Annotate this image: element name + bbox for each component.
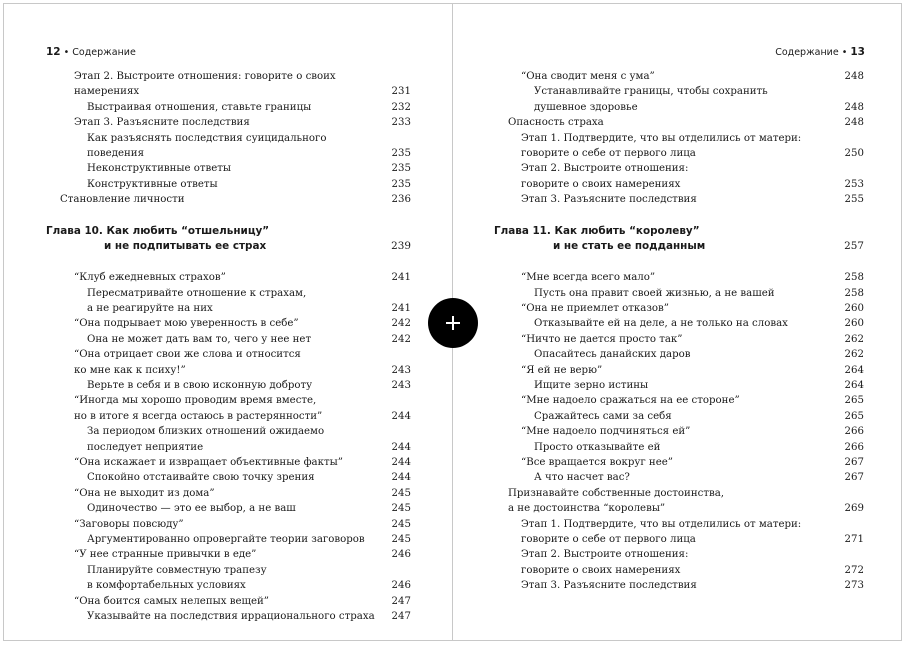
toc-entry-title: Глава 11. Как любить “королеву”	[494, 224, 700, 237]
toc-entry-title: Глава 10. Как любить “отшельницу”	[46, 224, 270, 237]
toc-page-number: 262	[844, 349, 864, 361]
toc-entry	[0, 424, 452, 439]
toc-entry-title: Этап 3. Разъясните последствия	[521, 194, 697, 206]
toc-entry	[0, 316, 452, 331]
toc-entry-title: “Мне надоело подчиняться ей”	[521, 426, 691, 438]
toc-entry-title: Этап 1. Подтвердите, что вы отделились от матери:	[521, 518, 802, 530]
toc-entry	[453, 347, 903, 362]
toc-entry	[0, 609, 452, 624]
toc-page-number: 243	[391, 380, 411, 392]
toc-page-number: 265	[844, 410, 864, 422]
toc-entry-title: “Она боится самых нелепых вещей”	[74, 595, 269, 607]
right-page	[453, 0, 903, 640]
toc-entry-title: говорите о себе от первого лица	[521, 147, 696, 159]
toc-entry-title: “Я ей не верю”	[521, 364, 603, 376]
toc-page-number: 242	[391, 333, 411, 345]
toc-entry-title: “Она не выходит из дома”	[74, 487, 215, 499]
toc-page-number: 267	[844, 456, 864, 468]
right-toc	[453, 69, 903, 594]
toc-entry-title: Становление личности	[60, 194, 185, 206]
toc-entry-title: Как разъяснять последствия суицидального	[87, 132, 327, 144]
toc-entry-title: а не достоинства “королевы”	[508, 503, 666, 515]
toc-entry-title: Она не может дать вам то, чего у нее нет	[87, 333, 312, 345]
toc-entry	[0, 115, 452, 130]
toc-entry-title: “Мне всегда всего мало”	[521, 272, 656, 284]
toc-entry-title: последует неприятие	[87, 441, 204, 453]
toc-entry	[453, 424, 903, 439]
left-toc	[0, 69, 452, 624]
toc-entry	[453, 409, 903, 424]
header-separator: •	[841, 47, 848, 58]
toc-entry	[453, 501, 903, 516]
toc-page-number: 271	[844, 533, 864, 545]
toc-entry-title: Верьте в себя и в свою исконную доброту	[87, 380, 313, 392]
left-running-title: Содержание	[72, 47, 136, 58]
toc-page-number: 233	[391, 117, 411, 129]
toc-chapter-line	[0, 224, 452, 239]
toc-entry-title: говорите о своих намерениях	[521, 178, 681, 190]
toc-entry-title: намерениях	[74, 86, 140, 98]
toc-entry-title: Этап 2. Выстроите отношения:	[521, 549, 689, 561]
toc-entry	[453, 301, 903, 316]
toc-entry	[453, 69, 903, 84]
right-running-title: Содержание	[775, 47, 839, 58]
toc-entry	[453, 547, 903, 562]
toc-entry-title: Признавайте собственные достоинства,	[508, 487, 725, 499]
toc-page-number: 231	[391, 86, 411, 98]
toc-entry-title: Этап 1. Подтвердите, что вы отделились от матери:	[521, 132, 802, 144]
toc-entry-title: Пересматривайте отношение к страхам,	[87, 287, 307, 299]
toc-entry	[453, 393, 903, 408]
toc-entry-title: Спокойно отстаивайте свою точку зрения	[87, 472, 315, 484]
toc-entry	[0, 547, 452, 562]
toc-spacer	[0, 254, 452, 270]
toc-entry	[0, 440, 452, 455]
toc-entry-title: “У нее странные привычки в еде”	[74, 549, 257, 561]
toc-page-number: 241	[391, 272, 411, 284]
toc-page-number: 269	[844, 503, 864, 515]
toc-page-number: 264	[844, 364, 864, 376]
toc-page-number: 235	[391, 147, 411, 159]
toc-entry-title: и не подпитывать ее страх	[104, 239, 267, 252]
toc-page-number: 262	[844, 333, 864, 345]
toc-entry	[453, 486, 903, 501]
toc-entry	[0, 594, 452, 609]
toc-entry-title: ко мне как к психу!”	[74, 364, 186, 376]
left-page	[0, 0, 452, 640]
toc-entry-title: За периодом близких отношений ожидаемо	[87, 426, 325, 438]
toc-entry-title: Этап 2. Выстроите отношения:	[521, 163, 689, 175]
toc-entry-title: “Она подрывает мою уверенность в себе”	[74, 318, 299, 330]
toc-page-number: 248	[844, 101, 864, 113]
toc-entry	[453, 131, 903, 146]
left-page-number: 12	[46, 46, 61, 58]
toc-entry	[0, 100, 452, 115]
toc-entry	[0, 393, 452, 408]
toc-entry	[453, 84, 903, 99]
toc-page-number: 266	[844, 441, 864, 453]
toc-page-number: 247	[391, 595, 411, 607]
toc-entry-title: Опасайтесь данайских даров	[534, 349, 691, 361]
toc-entry	[0, 301, 452, 316]
right-page-header	[775, 46, 865, 58]
toc-entry	[0, 563, 452, 578]
toc-entry-title: Пусть она правит своей жизнью, а не вашей	[534, 287, 775, 299]
toc-entry	[453, 578, 903, 593]
toc-entry-title: Выстраивая отношения, ставьте границы	[87, 101, 312, 113]
toc-entry	[0, 470, 452, 485]
zoom-in-button[interactable]	[428, 298, 478, 348]
toc-page-number: 235	[391, 178, 411, 190]
toc-page-number: 264	[844, 380, 864, 392]
toc-chapter-line	[453, 224, 903, 239]
toc-spacer	[453, 254, 903, 270]
toc-entry	[453, 470, 903, 485]
toc-spacer	[453, 208, 903, 224]
toc-entry-title: а не реагируйте на них	[87, 303, 213, 315]
toc-entry-title: “Она сводит меня с ума”	[521, 71, 655, 82]
toc-entry-title: душевное здоровье	[534, 101, 638, 113]
toc-entry-title: “Заговоры повсюду”	[74, 518, 184, 530]
toc-entry-title: говорите о себе от первого лица	[521, 533, 696, 545]
toc-entry-title: “Она не приемлет отказов”	[521, 303, 669, 315]
toc-page-number: 258	[844, 287, 864, 299]
toc-entry	[453, 532, 903, 547]
toc-spacer	[0, 208, 452, 224]
toc-entry-title: Устанавливайте границы, чтобы сохранить	[534, 86, 768, 98]
toc-entry-title: “Она отрицает свои же слова и относится	[74, 349, 301, 361]
toc-page-number: 241	[391, 303, 411, 315]
right-page-number: 13	[850, 46, 865, 58]
toc-entry-title: А что насчет вас?	[534, 472, 630, 484]
toc-page-number: 244	[391, 472, 411, 484]
toc-entry	[453, 192, 903, 207]
toc-entry-title: Ищите зерно истины	[534, 380, 649, 392]
toc-entry	[0, 286, 452, 301]
toc-entry-title: Конструктивные ответы	[87, 178, 218, 190]
toc-entry	[0, 455, 452, 470]
toc-entry	[453, 177, 903, 192]
toc-page-number: 246	[391, 549, 411, 561]
toc-entry	[453, 146, 903, 161]
toc-page-number: 267	[844, 472, 864, 484]
toc-page-number: 235	[391, 163, 411, 175]
toc-entry	[0, 146, 452, 161]
toc-entry	[0, 578, 452, 593]
toc-page-number: 247	[391, 610, 411, 622]
left-page-header	[46, 46, 136, 58]
toc-chapter-line	[0, 239, 452, 254]
toc-entry	[0, 501, 452, 516]
toc-page-number: 246	[391, 580, 411, 592]
toc-page-number: 266	[844, 426, 864, 438]
toc-entry	[0, 409, 452, 424]
toc-entry	[0, 131, 452, 146]
toc-page-number: 236	[391, 194, 411, 206]
toc-entry	[0, 69, 452, 84]
toc-chapter-line	[453, 239, 903, 254]
toc-entry-title: Указывайте на последствия иррационального страха	[87, 610, 375, 622]
toc-entry	[0, 378, 452, 393]
toc-page-number: 245	[391, 487, 411, 499]
toc-entry-title: поведения	[87, 147, 144, 159]
toc-entry	[453, 270, 903, 285]
toc-entry	[453, 115, 903, 130]
toc-entry	[0, 363, 452, 378]
toc-page-number: 260	[844, 303, 864, 315]
toc-entry-title: и не стать ее подданным	[553, 239, 706, 252]
toc-entry	[453, 161, 903, 176]
toc-entry-title: Опасность страха	[508, 117, 604, 129]
toc-page-number: 245	[391, 518, 411, 530]
toc-page-number: 265	[844, 395, 864, 407]
toc-page-number: 258	[844, 272, 864, 284]
toc-page-number: 273	[844, 580, 864, 592]
toc-entry-title: “Она искажает и извращает объективные факты”	[74, 456, 343, 468]
toc-page-number: 244	[391, 456, 411, 468]
toc-page-number: 244	[391, 441, 411, 453]
toc-page-number: 248	[844, 71, 864, 82]
toc-entry-title: “Мне надоело сражаться на ее стороне”	[521, 395, 740, 407]
toc-page-number: 248	[844, 117, 864, 129]
toc-entry-title: в комфортабельных условиях	[87, 580, 246, 592]
toc-entry	[453, 517, 903, 532]
toc-entry-title: Аргументированно опровергайте теории заговоров	[87, 533, 365, 545]
toc-page-number: 232	[391, 101, 411, 113]
toc-page-number: 239	[391, 239, 411, 252]
toc-page-number: 244	[391, 410, 411, 422]
toc-entry-title: “Клуб ежедневных страхов”	[74, 272, 226, 284]
toc-page-number: 245	[391, 503, 411, 515]
toc-entry-title: “Все вращается вокруг нее”	[521, 456, 673, 468]
toc-entry	[0, 177, 452, 192]
toc-page-number: 260	[844, 318, 864, 330]
toc-entry	[453, 286, 903, 301]
toc-entry-title: Этап 3. Разъясните последствия	[521, 580, 697, 592]
toc-entry	[0, 517, 452, 532]
toc-page-number: 245	[391, 533, 411, 545]
toc-entry	[453, 363, 903, 378]
toc-entry-title: Сражайтесь сами за себя	[534, 410, 672, 422]
toc-entry	[453, 440, 903, 455]
toc-entry-title: но в итоге я всегда остаюсь в растерянности”	[74, 410, 323, 422]
toc-entry	[453, 100, 903, 115]
toc-entry-title: Отказывайте ей на деле, а не только на словах	[534, 318, 788, 330]
toc-entry	[0, 532, 452, 547]
toc-entry-title: Планируйте совместную трапезу	[87, 564, 267, 576]
toc-entry-title: Неконструктивные ответы	[87, 163, 232, 175]
toc-entry	[453, 316, 903, 331]
toc-entry	[453, 563, 903, 578]
toc-entry	[0, 270, 452, 285]
toc-page-number: 250	[844, 147, 864, 159]
toc-page-number: 242	[391, 318, 411, 330]
toc-page-number: 257	[844, 239, 864, 252]
toc-entry	[0, 347, 452, 362]
toc-page-number: 243	[391, 364, 411, 376]
toc-entry	[0, 84, 452, 99]
toc-entry-title: Просто отказывайте ей	[534, 441, 661, 453]
toc-page-number: 255	[844, 194, 864, 206]
toc-entry-title: “Иногда мы хорошо проводим время вместе,	[74, 395, 317, 407]
toc-page-number: 272	[844, 564, 864, 576]
toc-entry	[0, 486, 452, 501]
toc-page-number: 253	[844, 178, 864, 190]
toc-entry-title: Этап 3. Разъясните последствия	[74, 117, 250, 129]
toc-entry	[0, 332, 452, 347]
toc-entry-title: говорите о своих намерениях	[521, 564, 681, 576]
toc-entry	[0, 161, 452, 176]
toc-entry	[453, 455, 903, 470]
toc-entry-title: Одиночество — это ее выбор, а не ваш	[87, 503, 296, 515]
toc-entry	[0, 192, 452, 207]
toc-entry	[453, 378, 903, 393]
toc-entry	[453, 332, 903, 347]
toc-entry-title: “Ничто не дается просто так”	[521, 333, 683, 345]
toc-entry-title: Этап 2. Выстроите отношения: говорите о своих	[74, 71, 336, 82]
header-separator: •	[63, 47, 70, 58]
